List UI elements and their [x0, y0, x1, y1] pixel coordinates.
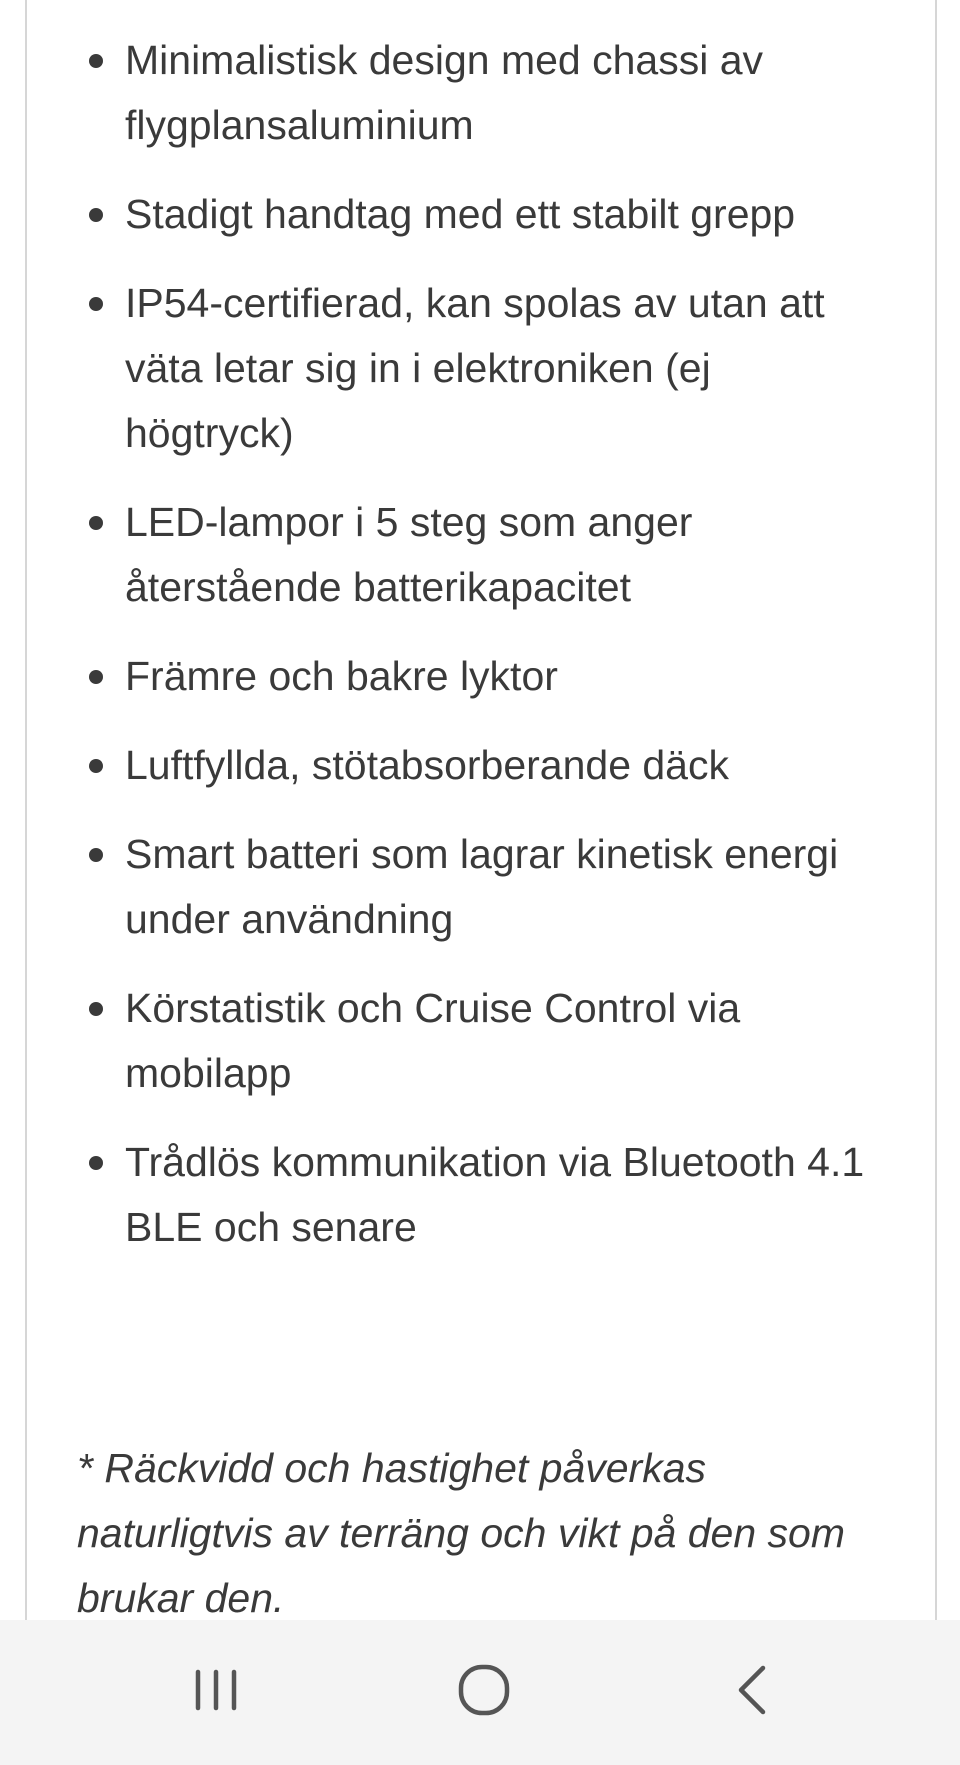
- feature-text: Stadigt handtag med ett stabilt grepp: [125, 191, 796, 237]
- feature-item: [27, 976, 935, 1106]
- feature-item: [27, 271, 935, 466]
- bullet-icon: [89, 54, 103, 68]
- product-description-card: [25, 0, 937, 1620]
- footnote: * Räckvidd och hastighet påverkas naturligtvis av terräng och vikt på den som brukar den.: [77, 1445, 845, 1620]
- feature-text: Luftfyllda, stötabsorberande däck: [125, 742, 729, 788]
- feature-text: Trådlös kommunikation via Bluetooth 4.1 BLE och senare: [125, 1139, 865, 1250]
- bullet-icon: [89, 1002, 103, 1016]
- home-icon: [454, 1660, 514, 1720]
- bullet-icon: [89, 848, 103, 862]
- recent-apps-icon: [186, 1660, 246, 1720]
- feature-item: [27, 28, 935, 158]
- bullet-icon: [89, 208, 103, 222]
- feature-text: Främre och bakre lyktor: [125, 653, 558, 699]
- feature-text: Minimalistisk design med chassi av flygplansaluminium: [125, 37, 764, 148]
- feature-item: [27, 733, 935, 798]
- bullet-icon: [89, 516, 103, 530]
- feature-text: LED-lampor i 5 steg som anger återstående batterikapacitet: [125, 499, 693, 610]
- feature-item: [27, 490, 935, 620]
- feature-list: [27, 28, 935, 1284]
- recent-apps-button[interactable]: [166, 1650, 266, 1730]
- bullet-icon: [89, 1156, 103, 1170]
- back-button[interactable]: [703, 1650, 803, 1730]
- feature-item: [27, 644, 935, 709]
- bullet-icon: [89, 297, 103, 311]
- back-icon: [723, 1660, 783, 1720]
- system-navigation-bar: [0, 1620, 960, 1765]
- feature-text: Smart batteri som lagrar kinetisk energi under användning: [125, 831, 839, 942]
- home-button[interactable]: [434, 1650, 534, 1730]
- bullet-icon: [89, 670, 103, 684]
- feature-item: [27, 822, 935, 952]
- feature-text: Körstatistik och Cruise Control via mobilapp: [125, 985, 741, 1096]
- bullet-icon: [89, 759, 103, 773]
- feature-item: [27, 182, 935, 247]
- feature-text: IP54-certifierad, kan spolas av utan att väta letar sig in i elektroniken (ej högtryck): [125, 280, 825, 456]
- feature-item: [27, 1130, 935, 1260]
